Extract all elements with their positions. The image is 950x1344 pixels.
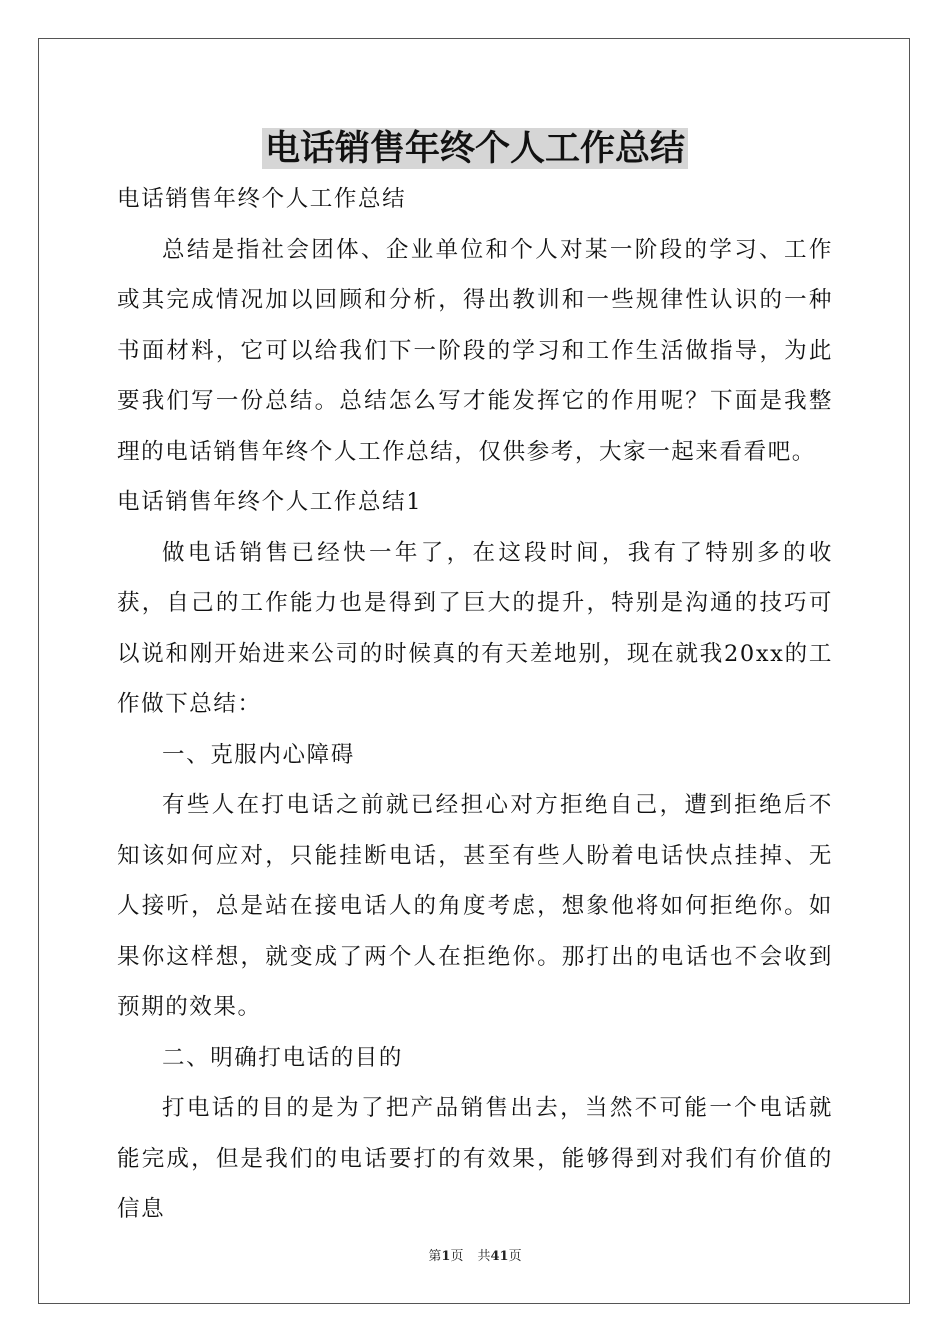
point-heading: 一、克服内心障碍 bbox=[162, 741, 355, 768]
page-suffix: 页 bbox=[450, 1249, 464, 1264]
total-prefix: 共 bbox=[477, 1249, 491, 1264]
body-paragraph: 有些人在打电话之前就已经担心对方拒绝自己，遭到拒绝后不知该如何应对，只能挂断电话，甚至有些人盼着电话快点挂掉、无人接听，总是站在接电话人的角度考虑，想象他将如何拒绝你。如果你这样想，就变成了两个人在拒绝你。那打出的电话也不会收到预期的效果。 bbox=[117, 792, 833, 1020]
page-footer bbox=[0, 1248, 950, 1266]
body-paragraph: 打电话的目的是为了把产品销售出去，当然不可能一个电话就能完成，但是我们的电话要打的有效果，能够得到对我们有价值的信息 bbox=[117, 1095, 833, 1222]
page-number: 1 bbox=[441, 1249, 451, 1264]
subtitle-paragraph: 电话销售年终个人工作总结 bbox=[117, 186, 407, 212]
total-pages: 41 bbox=[490, 1249, 509, 1264]
point-heading: 二、明确打电话的目的 bbox=[162, 1044, 404, 1071]
document-title-text: 电话销售年终个人工作总结 bbox=[262, 128, 688, 169]
document-title bbox=[0, 127, 950, 171]
document-body bbox=[117, 174, 833, 1235]
total-suffix: 页 bbox=[508, 1249, 522, 1264]
intro-paragraph: 总结是指社会团体、企业单位和个人对某一阶段的学习、工作或其完成情况加以回顾和分析，得出教训和一些规律性认识的一种书面材料，它可以给我们下一阶段的学习和工作生活做指导，为此要我们写一份总结。总结怎么写才能发挥它的作用呢？下面是我整理的电话销售年终个人工作总结，仅供参考，大家一起来看看吧。 bbox=[117, 236, 833, 465]
page-prefix: 第 bbox=[428, 1249, 442, 1264]
section-heading: 电话销售年终个人工作总结1 bbox=[117, 489, 423, 515]
body-paragraph: 做电话销售已经快一年了，在这段时间，我有了特别多的收获，自己的工作能力也是得到了巨大的提升，特别是沟通的技巧可以说和刚开始进来公司的时候真的有天差地别，现在就我20xx的工作做下总结： bbox=[117, 539, 833, 717]
